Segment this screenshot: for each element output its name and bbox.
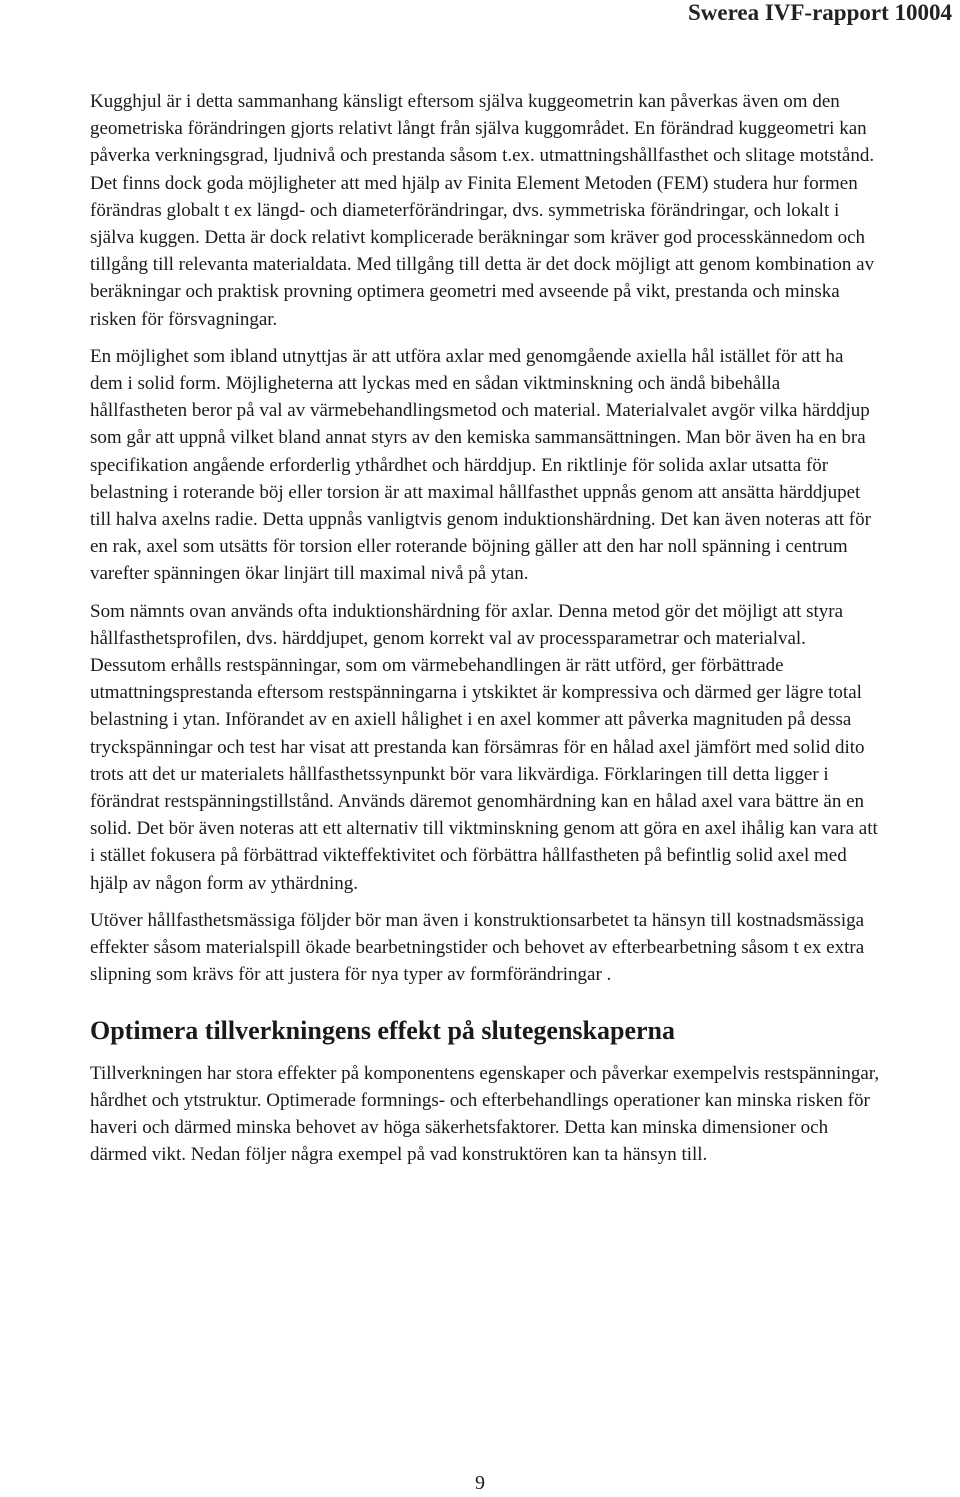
document-body (90, 88, 880, 1178)
paragraph-hollow-shafts: En möjlighet som ibland utnyttjas är att utföra axlar med genomgående axiella hål istället för att ha dem i solid form. Möjligheterna att lyckas med en sådan viktminskning och ändå bibehålla hållfastheten beror på val av värmebehandlingsmetod och material. Materialvalet avgör vilka härddjup som går att uppnå vilket bland annat styrs av den kemiska sammansättningen. Man bör även ha en bra specifikation angående erforderlig ythårdhet och härddjup. En riktlinje för solida axlar utsatta för belastning i roterande böj eller torsion är att maximal hållfasthet uppnås genom att ansätta härddjupet till halva axelns radie. Detta uppnås vanligtvis genom induktionshärdning. Det kan även noteras att för en rak, axel som utsätts för torsion eller roterande böjning gäller att den har noll spänning i centrum varefter spänningen ökar linjärt till maximal nivå på ytan. (90, 345, 871, 585)
paragraph-manufacturing-effects: Tillverkningen har stora effekter på komponentens egenskaper och påverkar exempelvis restspänningar, hårdhet och ytstruktur. Optimerade formnings- och efterbehandlings operationer kan minska risken för haveri och därmed minska behovet av höga säkerhetsfaktorer. Detta kan minska dimensioner och därmed vikt. Nedan följer några exempel på vad konstruktören kan ta hänsyn till. (90, 1062, 880, 1166)
paragraph-gear-geometry: Kugghjul är i detta sammanhang känsligt eftersom själva kuggeometrin kan påverkas även om den geometriska förändringen gjorts relativt långt från själva kuggområdet. En förändrad kuggeometri kan påverka verkningsgrad, ljudnivå och prestanda såsom t.ex. utmattningshållfasthet och slitage motstånd. Det finns dock goda möjligheter att med hjälp av Finita Element Metoden (FEM) studera hur formen förändras globalt t ex längd- och diameterförändringar, dvs. symmetriska förändringar, och lokalt i själva kuggen. Detta är dock relativt komplicerade beräkningar som kräver god processkännedom och tillgång till relevanta materialdata. Med tillgång till detta är det dock möjligt att genom kombination av beräkningar och praktisk provning optimera geometri med avseende på vikt, prestanda och minska risken för försvagningar. (90, 91, 875, 330)
page-number: 9 (475, 1472, 485, 1494)
paragraph-induction-hardening: Som nämnts ovan används ofta induktionshärdning för axlar. Denna metod gör det möjligt att styra hållfasthetsprofilen, dvs. härddjupet, genom korrekt val av processparametrar och materialval. Dessutom erhålls restspänningar, som om värmebehandlingen är rätt utförd, ger förbättrade utmattningsprestanda eftersom restspänningarna i ytskiktet är kompressiva och därmed ger lägre total belastning i ytan. Införandet av en axiell hålighet i en axel kommer att påverka magnituden på dessa tryckspänningar och test har visat att prestanda kan försämras för en hålad axel jämfört med solid dito trots att det ur materialets hållfasthetssynpunkt bör vara likvärdiga. Förklaringen till detta ligger i förändrat restspänningstillstånd. Används däremot genomhärdning kan en hålad axel vara bättre än en solid. Det bör även noteras att ett alternativ till viktminskning genom att göra en axel ihålig kan vara att i stället fokusera på förbättrad vikteffektivitet och förbättra hållfastheten på befintlig solid axel med hjälp av någon form av ythärdning. (90, 600, 878, 894)
running-header: Swerea IVF-rapport 10004 (687, 0, 952, 25)
section-heading: Optimera tillverkningens effekt på slutegenskaperna (90, 1015, 675, 1045)
paragraph-cost-effects: Utöver hållfasthetsmässiga följder bör man även i konstruktionsarbetet ta hänsyn till kostnadsmässiga effekter såsom materialspill ökade bearbetningstider och behovet av efterbearbetning såsom t ex extra slipning som krävs för att justera för nya typer av formförändringar . (90, 909, 865, 986)
